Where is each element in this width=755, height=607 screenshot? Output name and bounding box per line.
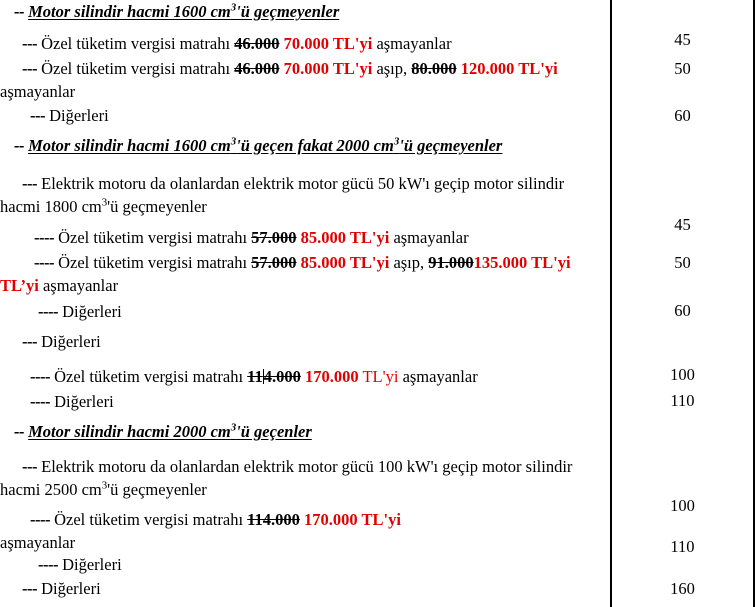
old-amount-part-1: 11: [247, 367, 263, 386]
superscript-3: 3: [101, 479, 108, 492]
row-prefix: Özel tüketim vergisi matrahı: [41, 59, 235, 78]
superscript-3-second: 3: [393, 135, 400, 148]
heading-text-b: 'ü geçenler: [236, 422, 312, 441]
heading-1600-to-2000: [0, 134, 615, 157]
rate-value-r7: 60: [674, 301, 691, 320]
row-prefix: Özel tüketim vergisi matrahı: [58, 228, 252, 247]
row-dash: ---: [22, 59, 37, 78]
row-dash: ----: [30, 510, 50, 529]
row-r10: [0, 390, 615, 413]
row-r13: [0, 553, 615, 576]
row-dash: ---: [22, 174, 37, 193]
row-dash: ----: [34, 228, 54, 247]
row-suffix: aşmayanlar: [389, 228, 469, 247]
new-amount: 85.000 TL'yi: [300, 228, 390, 247]
row-dash: ---: [22, 457, 37, 476]
heading-text-a: Motor silindir hacmi 1600 cm: [28, 136, 231, 155]
rate-value-r9: 100: [670, 365, 695, 384]
row-r3: [0, 104, 615, 127]
row-dash: ---: [22, 34, 37, 53]
heading-dash: --: [14, 422, 24, 441]
row-prefix: Özel tüketim vergisi matrahı: [58, 253, 252, 272]
heading-text-a: Motor silindir hacmi 2000 cm: [28, 422, 231, 441]
row-text-b: 'ü geçmeyenler: [107, 480, 207, 499]
heading-dash: --: [14, 136, 24, 155]
new-amount: 70.000 TL'yi: [283, 34, 373, 53]
row-dash: ----: [30, 367, 50, 386]
row-r7: [0, 300, 615, 323]
row-suffix: aşmayanlar: [38, 276, 119, 295]
row-suffix: aşmayanlar: [0, 533, 76, 552]
old-amount: 57.000: [251, 253, 297, 272]
heading-text-b: 'ü geçen fakat 2000 cm: [236, 136, 394, 155]
row-dash: ----: [38, 555, 58, 574]
rate-value-r14: 160: [670, 579, 695, 598]
rate-value-r5: 45: [674, 215, 691, 234]
row-r11: [0, 455, 615, 501]
heading-text-c: 'ü geçmeyenler: [399, 136, 503, 155]
row-suffix: aşmayanlar: [398, 367, 478, 386]
heading-dash: --: [14, 2, 24, 21]
new-amount: 85.000 TL'yi: [300, 253, 390, 272]
rate-value-r2: 50: [674, 59, 691, 78]
row-prefix: Özel tüketim vergisi matrahı: [54, 367, 248, 386]
rate-value-r13: 110: [670, 537, 695, 556]
row-label: Diğerleri: [62, 302, 122, 321]
superscript-3: 3: [230, 1, 237, 14]
row-label: Diğerleri: [41, 332, 101, 351]
row-label: Diğerleri: [41, 579, 101, 598]
row-text-a: Elektrik motoru da olanlardan elektrik motor gücü 100 kW'ı geçip motor silindir hacmi 2500 cm: [0, 457, 573, 499]
row-prefix: Özel tüketim vergisi matrahı: [41, 34, 235, 53]
wrapped-currency: TL’yi: [0, 276, 39, 295]
row-r14: [0, 577, 615, 600]
row-dash: ---: [22, 332, 37, 351]
row-r9: [0, 365, 615, 388]
row-dash: ----: [34, 253, 54, 272]
row-label: Diğerleri: [54, 392, 114, 411]
new-amount-2: 120.000 TL'yi: [460, 59, 558, 78]
new-amount: 170.000: [305, 367, 359, 386]
row-text-a: Elektrik motoru da olanlardan elektrik motor gücü 50 kW'ı geçip motor silindir hacmi 1800 cm: [0, 174, 565, 216]
old-amount: 57.000: [251, 228, 297, 247]
row-r5: [0, 226, 615, 249]
rate-value-r12: 100: [670, 496, 695, 515]
superscript-3: 3: [230, 421, 237, 434]
row-mid: aşıp,: [389, 253, 429, 272]
old-amount: 46.000: [234, 34, 280, 53]
old-amount: 46.000: [234, 59, 280, 78]
old-amount: 114.000: [247, 510, 300, 529]
old-amount-part-2: 4.000: [263, 367, 301, 386]
row-r12: [0, 508, 615, 554]
row-r8: [0, 330, 615, 353]
new-amount: 70.000 TL'yi: [283, 59, 373, 78]
row-prefix: Özel tüketim vergisi matrahı: [54, 510, 248, 529]
superscript-3: 3: [230, 135, 237, 148]
row-r2: [0, 57, 615, 103]
superscript-3: 3: [101, 196, 108, 209]
rate-value-r3: 60: [674, 106, 691, 125]
row-r1: [0, 32, 615, 55]
heading-text-a: Motor silindir hacmi 1600 cm: [28, 2, 231, 21]
old-amount-2: 80.000: [411, 59, 457, 78]
row-dash: ----: [30, 392, 50, 411]
row-suffix: aşmayanlar: [0, 82, 76, 101]
row-dash: ----: [38, 302, 58, 321]
new-amount: 170.000 TL'yi: [304, 510, 401, 529]
row-dash: ---: [22, 579, 37, 598]
heading-1600-or-less: [0, 0, 615, 23]
row-label: Diğerleri: [49, 106, 109, 125]
rate-value-r6: 50: [674, 253, 691, 272]
row-dash: ---: [30, 106, 45, 125]
old-amount-2: 91.000: [428, 253, 474, 272]
row-r4: [0, 172, 615, 218]
heading-text-b: 'ü geçmeyenler: [236, 2, 340, 21]
new-amount-2: 135.000 TL'yi: [473, 253, 571, 272]
row-mid: aşıp,: [372, 59, 412, 78]
new-amount-currency: TL'yi: [358, 367, 399, 386]
row-label: Diğerleri: [62, 555, 122, 574]
rate-value-r1: 45: [674, 30, 691, 49]
row-r6: [0, 251, 615, 297]
heading-over-2000: [0, 420, 615, 443]
row-suffix: aşmayanlar: [372, 34, 452, 53]
rate-value-r10: 110: [670, 391, 695, 410]
row-text-b: 'ü geçmeyenler: [107, 197, 207, 216]
